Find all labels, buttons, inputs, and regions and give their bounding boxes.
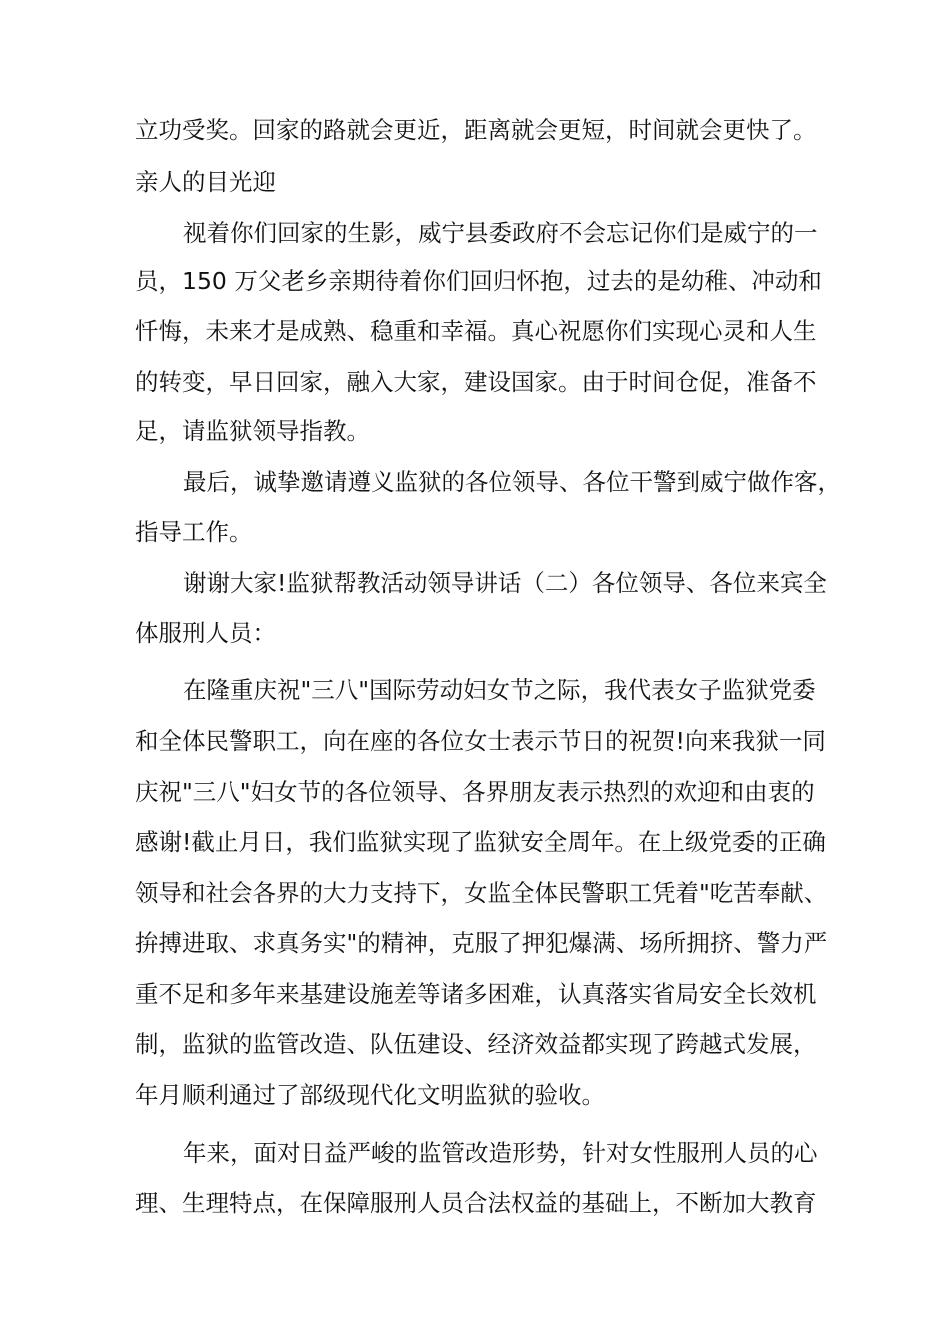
text-line: 员，150 万父老乡亲期待着你们回归怀抱，过去的是幼稚、冲动和 xyxy=(135,267,822,295)
text-line: 谢谢大家!监狱帮教活动领导讲话（二）各位领导、各位来宾全 xyxy=(183,569,827,597)
text-line: 体服刑人员： xyxy=(135,619,276,647)
text-line: 制，监狱的监管改造、队伍建设、经济效益都实现了跨越式发展， xyxy=(135,1030,817,1058)
text-line: 指导工作。 xyxy=(135,518,253,546)
text-line: 重不足和多年来基建设施差等诸多困难，认真落实省局安全长效机 xyxy=(135,980,817,1008)
text-line: 视着你们回家的生影，威宁县委政府不会忘记你们是威宁的一 xyxy=(183,219,818,247)
text-line: 拚搏进取、求真务实"的精神，克服了押犯爆满、场所拥挤、警力严 xyxy=(135,929,828,957)
text-line: 的转变，早日回家，融入大家，建设国家。由于时间仓促，准备不 xyxy=(135,368,817,396)
text-line: 忏悔，未来才是成熟、稳重和幸福。真心祝愿你们实现心灵和人生 xyxy=(135,317,817,345)
text-line: 庆祝"三八"妇女节的各位领导、各界朋友表示热烈的欢迎和由衷的 xyxy=(135,778,815,806)
text-line: 立功受奖。回家的路就会更近，距离就会更短，时间就会更快了。 xyxy=(135,116,817,144)
text-line: 领导和社会各界的大力支持下，女监全体民警职工凭着"吃苦奉献、 xyxy=(135,879,828,907)
text-line: 年月顺利通过了部级现代化文明监狱的验收。 xyxy=(135,1081,605,1109)
text-line: 感谢!截止月日，我们监狱实现了监狱安全周年。在上级党委的正确 xyxy=(135,828,826,856)
text-line: 最后，诚挚邀请遵义监狱的各位领导、各位干警到威宁做作客， xyxy=(183,468,841,496)
text-line: 在隆重庆祝"三八"国际劳动妇女节之际，我代表女子监狱党委 xyxy=(183,676,816,704)
text-line: 年来，面对日益严峻的监管改造形势，针对女性服刑人员的心 xyxy=(183,1139,818,1167)
text-line: 亲人的目光迎 xyxy=(135,168,276,196)
text-line: 足，请监狱领导指教。 xyxy=(135,417,370,445)
text-line: 理、生理特点，在保障服刑人员合法权益的基础上，不断加大教育 xyxy=(135,1189,817,1217)
text-line: 和全体民警职工，向在座的各位女士表示节日的祝贺!向来我狱一同 xyxy=(135,727,826,755)
